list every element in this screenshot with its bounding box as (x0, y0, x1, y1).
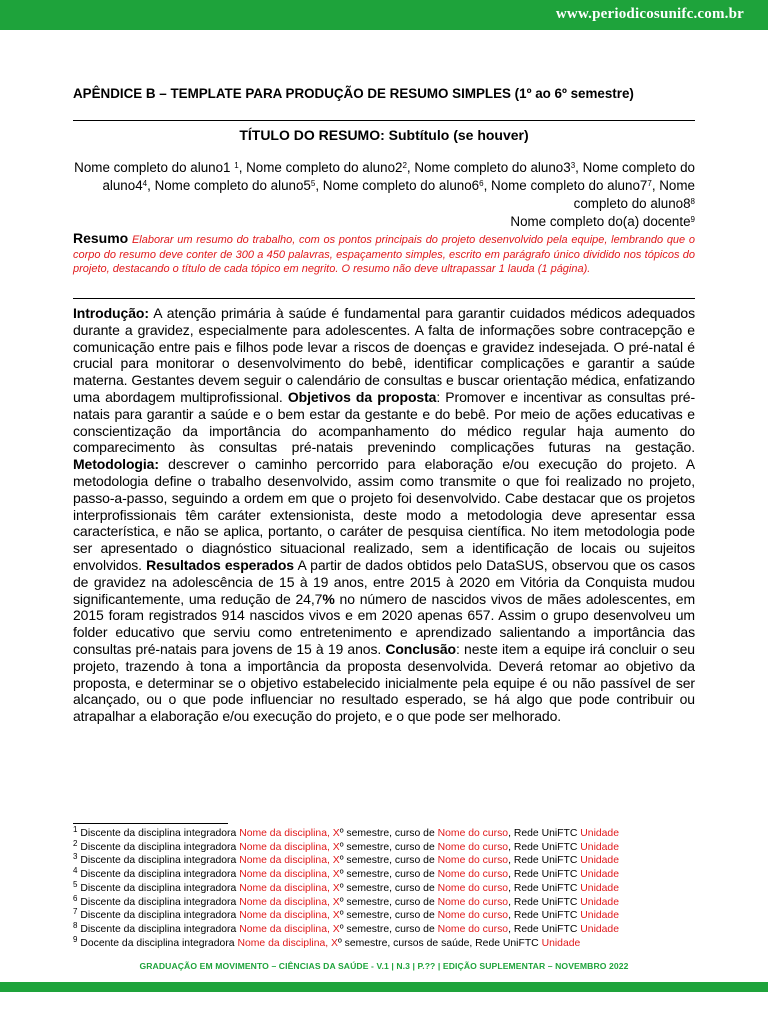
footnote-semester: º semestre, cursos de saúde, Rede UniFTC (337, 937, 539, 949)
footnote-number: 7 (73, 907, 78, 917)
footnote-prefix: Discente da disciplina integradora (80, 910, 237, 922)
footnote-discipline: Nome da disciplina, X (239, 841, 340, 853)
teacher-name (73, 213, 695, 231)
author-name: Nome completo do aluno3 (414, 160, 571, 175)
footnote-prefix: Discente da disciplina integradora (80, 841, 237, 853)
footnote-ref: 7 (647, 179, 652, 188)
section-text-conclusao: : neste item a equipe irá concluir o seu projeto, trazendo à tona a importância da proposta desenvolvida. Deverá retomar ao objetivo da proposta, e determinar se o objetivo estabelecido inicialmente pela equipe é ou não passível de ser alcançado, ou o que pode influenciar no resultado esperado, se há algo que pode contribuir ou atrapalhar a elaboração e/ou execução do projeto, e o que pode ser melhorado. (73, 640, 695, 725)
authors-list: Nome completo do aluno1 $^1$, Nome completo do $aluno2^2$, Nome completo do $aluno3^3$, Nome completo do $aluno4^4$, Nome completo do $aluno5^5$, Nome completo do $aluno6^6$, Nome completo do $aluno7^7$, Nome completo do $aluno8^8$ (74, 160, 695, 211)
appendix-heading: APÊNDICE B – TEMPLATE PARA PRODUÇÃO DE RESUMO SIMPLES (1º ao 6º semestre) (73, 86, 634, 101)
site-url-link[interactable]: www.periodicosunifc.com.br (555, 6, 744, 22)
footnote-course: Nome do curso (437, 855, 509, 867)
footnote-semester: º semestre, curso de (339, 869, 435, 881)
footnote-ref: 2 (402, 161, 407, 170)
top-banner (0, 0, 768, 30)
footnote-unit: Unidade (580, 882, 619, 894)
abstract-divider (73, 298, 695, 299)
footnote-number: 8 (73, 920, 78, 930)
footnote-prefix: Discente da disciplina integradora (80, 855, 237, 867)
footnote (73, 879, 713, 896)
footnote-discipline: Nome da disciplina, X (239, 882, 340, 894)
footnotes (73, 827, 713, 950)
footnote-prefix: Discente da disciplina integradora (80, 869, 237, 881)
author-name: Nome completo do aluno7 (491, 178, 648, 193)
footnote-semester: º semestre, curso de (339, 841, 435, 853)
footnote-number: 5 (73, 879, 78, 889)
section-label-conclusao: Conclusão (385, 640, 457, 657)
footnote-semester: º semestre, curso de (339, 923, 435, 935)
footnote-unit: Unidade (541, 937, 581, 949)
journal-footer: GRADUAÇÃO EM MOVIMENTO – CIÊNCIAS DA SAÚDE - V.1 | N.3 | P.?? | EDIÇÃO SUPLEMENTAR – NOVEMBRO 2022 (139, 961, 629, 971)
footnote-network: , Rede UniFTC (508, 828, 578, 839)
footnote-semester: º semestre, curso de (339, 910, 435, 922)
footnote-semester: º semestre, curso de (339, 828, 435, 839)
footnote-discipline: Nome da disciplina, X (239, 923, 340, 935)
footnote-discipline: Nome da disciplina, X (239, 828, 340, 839)
section-label-resultados: Resultados esperados (146, 556, 294, 573)
abstract-body (73, 305, 695, 725)
footnote-ref: 6 (479, 179, 484, 188)
footnote-network: , Rede UniFTC (508, 882, 578, 894)
footnote-unit: Unidade (580, 923, 619, 935)
footnote-ref: 1 (234, 161, 239, 170)
footnote (73, 838, 713, 855)
footnote-semester: º semestre, curso de (339, 896, 435, 908)
author-name: Nome completo do aluno6 (322, 178, 480, 193)
footnote-unit: Unidade (580, 910, 619, 922)
bottom-banner (0, 982, 768, 992)
heading-divider (73, 120, 695, 121)
footnote-prefix: Discente da disciplina integradora (80, 896, 237, 908)
footnote (73, 893, 713, 910)
abstract-label: Resumo (73, 230, 129, 246)
footnote-number: 2 (73, 838, 78, 848)
footnote-discipline: Nome da disciplina, X (237, 937, 338, 949)
footnote (73, 868, 713, 882)
footnote-network: , Rede UniFTC (508, 869, 578, 881)
footnote-course: Nome do curso (437, 910, 509, 922)
footnote-discipline: Nome da disciplina, X (239, 896, 340, 908)
section-text-metodologia: descrever o caminho percorrido para elaboração e/ou execução do projeto. A metodologia define o trabalho desenvolvido, assim como transmite o que foi realizado no projeto, passo-a-passo, seguindo a ordem em que o projeto foi desenvolvido. Cabe destacar que os projetos interprofissionais têm caráter extensionista, deste modo a metodologia deve apresentar essa característica, e não se aplica, portanto, o caráter de pesquisa científica. No item metodologia pode ser apresentado o diagnóstico situacional realizado, sem a identificação de locais ou sujeitos envolvidos. (73, 456, 695, 573)
document-title: TÍTULO DO RESUMO: Subtítulo (se houver) (239, 127, 529, 143)
footnote-network: , Rede UniFTC (508, 923, 578, 935)
footnote (73, 854, 713, 868)
abstract-instructions (73, 231, 695, 277)
author-name: Nome completo do aluno5 (154, 178, 311, 193)
section-label-metodologia: Metodologia: (73, 456, 159, 473)
footnote-unit: Unidade (580, 841, 619, 853)
author-name: Nome completo do aluno8 (573, 178, 695, 211)
section-text-introducao: A atenção primária à saúde é fundamental para garantir cuidados médicos adequados durante a gravidez, especialmente para adolescentes. A falta de informações sobre contracepção e comunicação entre pais e filhos pode levar a riscos de doenças e gravidez indesejada. O pré-natal é crucial para monitorar o desenvolvimento do bebê, identificar complicações e garantir a saúde materna. Gestantes devem seguir o calendário de consultas e buscar orientação médica, enfatizando uma abordagem multiprofissional. (73, 305, 695, 405)
footnote (73, 827, 713, 841)
footnote-divider (73, 823, 228, 824)
footnote-ref: 5 (310, 179, 316, 188)
footnote-ref: 8 (690, 197, 695, 206)
footnote-unit: Unidade (580, 855, 619, 867)
footnote-discipline: Nome da disciplina, X (239, 869, 340, 881)
author-name: Nome completo do aluno4 (102, 160, 695, 193)
section-text-resultados-cont: no número de nascidos vivos de mães adolescentes, em 2015 foram registrados 914 nascidos vivos e em 2020 apenas 657. Assim o grupo desenvolveu um folder educativo que serviu como entretenimento e aprendizado salientando a importância das consultas pré-natais para jovens de 15 à 19 anos. (73, 590, 696, 657)
author-name: Nome completo do aluno2 (246, 160, 403, 175)
footnote-course: Nome do curso (437, 828, 509, 839)
footnote-prefix: Discente da disciplina integradora (80, 882, 237, 894)
footnote-course: Nome do curso (437, 882, 509, 894)
footnote-ref: 3 (570, 161, 576, 170)
footnote-unit: Unidade (580, 896, 619, 908)
footnote-number: 3 (73, 852, 78, 862)
footnote-course: Nome do curso (437, 841, 509, 853)
abstract-instruction-text: Elaborar um resumo do trabalho, com os pontos principais do projeto desenvolvido pela equipe, lembrando que o corpo do resumo deve conter de 300 a 450 palavras, espaçamento simples, escrito em parágrafo único dividido nos tópicos do projeto, destacando o título de cada tópico em negrito. O resumo não deve ultrapassar 1 lauda (1 página). (73, 234, 695, 275)
footnote-teacher (73, 934, 713, 951)
footnote-network: , Rede UniFTC (508, 910, 578, 922)
footnote (73, 909, 713, 923)
footnote-discipline: Nome da disciplina, X (239, 855, 340, 867)
footnote-discipline: Nome da disciplina, X (239, 910, 340, 922)
footnote-prefix: Docente da disciplina integradora (80, 937, 235, 949)
footnote-ref: 9 (690, 215, 695, 224)
footnote-course: Nome do curso (437, 896, 509, 908)
author-name: Nome completo do aluno1 (74, 160, 231, 175)
footnote-network: , Rede UniFTC (508, 896, 578, 908)
section-text-resultados: A partir de dados obtidos pelo DataSUS, observou que os casos de gravidez na adolescência de 15 à 19 anos, entre 2015 à 2020 em Vitória da Conquista mudou significantemente, uma redução de 24,7 (73, 556, 695, 607)
footnote (73, 920, 713, 937)
footnote-semester: º semestre, curso de (339, 882, 435, 894)
footnote-ref: 4 (142, 179, 148, 188)
footnote-prefix: Discente da disciplina integradora (80, 923, 237, 935)
footnote-number: 6 (73, 893, 78, 903)
footnote-network: , Rede UniFTC (508, 841, 578, 853)
percent-sign: % (322, 590, 335, 607)
footnote-number: 4 (73, 866, 78, 876)
footnote-prefix: Discente da disciplina integradora (80, 828, 237, 839)
footnote-number: 1 (73, 825, 78, 834)
footnote-course: Nome do curso (437, 869, 509, 881)
footnote-network: , Rede UniFTC (508, 855, 578, 867)
teacher-name-text: Nome completo do(a) docente (510, 214, 691, 229)
section-label-objetivos: Objetivos da proposta (287, 388, 437, 405)
footnote-number: 9 (73, 934, 78, 944)
footnote-semester: º semestre, curso de (339, 855, 435, 867)
section-label-introducao: Introdução: (73, 305, 149, 321)
footnote-unit: Unidade (580, 828, 619, 839)
section-text-objetivos: : Promover e incentivar as consultas pré-natais para garantir a saúde e o bem estar da gestante e do bebê. Por meio de ações educativas e conscientização da importância do acompanhamento do médico regular haja aumento do comparecimento às consultas pré-natais prevenindo complicações futuras na gestação. (73, 388, 696, 456)
footnote-unit: Unidade (580, 869, 619, 881)
footnote-course: Nome do curso (437, 923, 509, 935)
